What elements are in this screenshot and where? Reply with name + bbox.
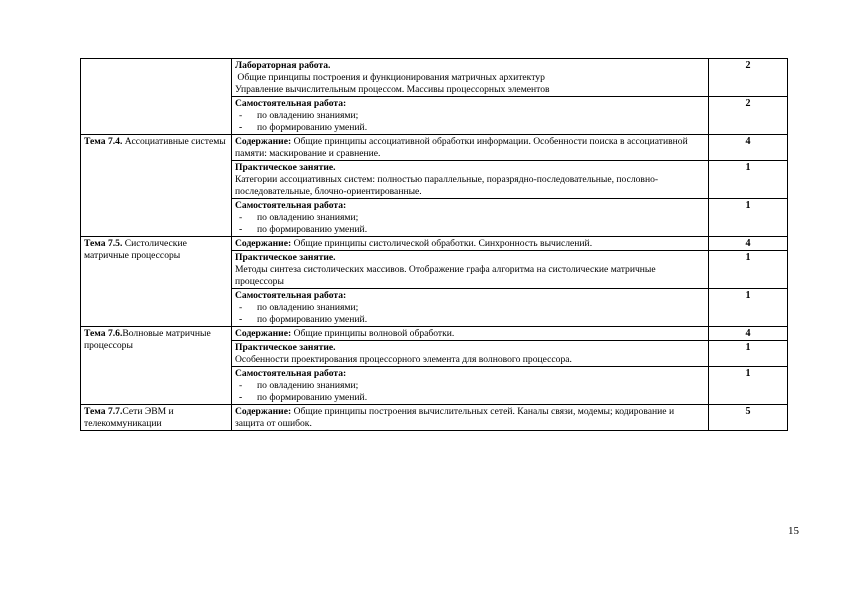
- hours-cell: 1: [709, 367, 788, 405]
- content-text: Общие принципы построения вычислительных сетей. Каналы связи, модемы; кодирование и защита от ошибок.: [235, 406, 675, 429]
- content-text: Особенности проектирования процессорного элемента для волнового процессора.: [235, 354, 572, 365]
- content-text: Общие принципы волновой обработки.: [291, 328, 455, 339]
- hours-cell: 4: [709, 237, 788, 251]
- list-item-text: по формированию умений.: [257, 314, 368, 325]
- topic-cell: [81, 237, 232, 327]
- list-item-text: по формированию умений.: [257, 224, 368, 235]
- section-label: Самостоятельная работа:: [235, 200, 347, 211]
- content-cell: [232, 161, 709, 199]
- section-label: Лабораторная работа.: [235, 60, 331, 71]
- topic-number: Тема 7.4.: [84, 136, 123, 147]
- list-item-text: по овладению знаниями;: [257, 110, 359, 121]
- section-label: Содержание:: [235, 238, 292, 249]
- list-marker: -: [239, 110, 243, 121]
- content-cell: [232, 199, 709, 237]
- hours-cell: 1: [709, 161, 788, 199]
- section-label: Практическое занятие.: [235, 162, 336, 173]
- section-label: Содержание:: [235, 328, 292, 339]
- list-item: [235, 302, 705, 314]
- list-marker: -: [239, 314, 243, 325]
- hours-cell: 2: [709, 97, 788, 135]
- content-cell: [232, 405, 709, 431]
- hours-cell: 4: [709, 327, 788, 341]
- topic-title: Волновые матричные процессоры: [84, 328, 211, 351]
- curriculum-table: [80, 58, 788, 431]
- content-text: Методы синтеза систолических массивов. Отображение графа алгоритма на систолические матричные процессоры: [235, 264, 656, 287]
- list-item-text: по овладению знаниями;: [257, 212, 359, 223]
- section-label: Содержание:: [235, 406, 292, 417]
- hours-cell: 2: [709, 59, 788, 97]
- list-marker: -: [239, 212, 243, 223]
- topic-cell: [81, 327, 232, 405]
- content-cell: [232, 327, 709, 341]
- content-cell: [232, 97, 709, 135]
- list-item: [235, 224, 705, 236]
- list-marker: -: [239, 380, 243, 391]
- page-number: 15: [788, 525, 799, 537]
- list-item: [235, 392, 705, 404]
- topic-number: Тема 7.7.: [84, 406, 123, 417]
- list-item-text: по овладению знаниями;: [257, 302, 359, 313]
- section-label: Самостоятельная работа:: [235, 98, 347, 109]
- list-marker: -: [239, 224, 243, 235]
- hours-cell: 1: [709, 341, 788, 367]
- section-label: Практическое занятие.: [235, 342, 336, 353]
- hours-cell: 1: [709, 289, 788, 327]
- content-line: Общие принципы построения и функционирования матричных архитектур: [235, 72, 545, 83]
- list-item-text: по формированию умений.: [257, 392, 368, 403]
- content-text: Общие принципы систолической обработки. Синхронность вычислений.: [291, 238, 593, 249]
- content-cell: [232, 135, 709, 161]
- topic-number: Тема 7.5.: [84, 238, 123, 249]
- list-marker: -: [239, 122, 243, 133]
- content-text: Общие принципы ассоциативной обработки информации. Особенности поиска в ассоциативной памяти: маскирование и сравнение.: [235, 136, 688, 159]
- topic-cell: [81, 135, 232, 237]
- list-item: [235, 212, 705, 224]
- table-row: [81, 327, 788, 341]
- hours-cell: 1: [709, 199, 788, 237]
- list-item-text: по овладению знаниями;: [257, 380, 359, 391]
- content-text: Категории ассоциативных систем: полностью параллельные, поразрядно-последовательные, пословно-последовательные, блочно-ориентированные.: [235, 174, 659, 197]
- list-marker: -: [239, 392, 243, 403]
- list-item-text: по формированию умений.: [257, 122, 368, 133]
- section-label: Практическое занятие.: [235, 252, 336, 263]
- table-row: [81, 59, 788, 97]
- list-item: [235, 110, 705, 122]
- content-cell: [232, 289, 709, 327]
- topic-title: Систолические матричные процессоры: [84, 238, 187, 261]
- content-line: Управление вычислительным процессом. Массивы процессорных элементов: [235, 84, 550, 95]
- list-item: [235, 380, 705, 392]
- table-row: [81, 405, 788, 431]
- hours-cell: 5: [709, 405, 788, 431]
- content-cell: [232, 59, 709, 97]
- content-cell: [232, 237, 709, 251]
- content-cell: [232, 367, 709, 405]
- table-row: [81, 135, 788, 161]
- section-label: Самостоятельная работа:: [235, 290, 347, 301]
- section-label: Содержание:: [235, 136, 292, 147]
- topic-title: Ассоциативные системы: [122, 136, 226, 147]
- hours-cell: 1: [709, 251, 788, 289]
- section-label: Самостоятельная работа:: [235, 368, 347, 379]
- list-marker: -: [239, 302, 243, 313]
- hours-cell: 4: [709, 135, 788, 161]
- topic-number: Тема 7.6.: [84, 328, 123, 339]
- topic-cell: [81, 405, 232, 431]
- content-cell: [232, 251, 709, 289]
- table-row: [81, 237, 788, 251]
- list-item: [235, 122, 705, 134]
- content-cell: [232, 341, 709, 367]
- list-item: [235, 314, 705, 326]
- topic-cell: [81, 59, 232, 135]
- topic-title: Сети ЭВМ и телекоммуникации: [84, 406, 174, 429]
